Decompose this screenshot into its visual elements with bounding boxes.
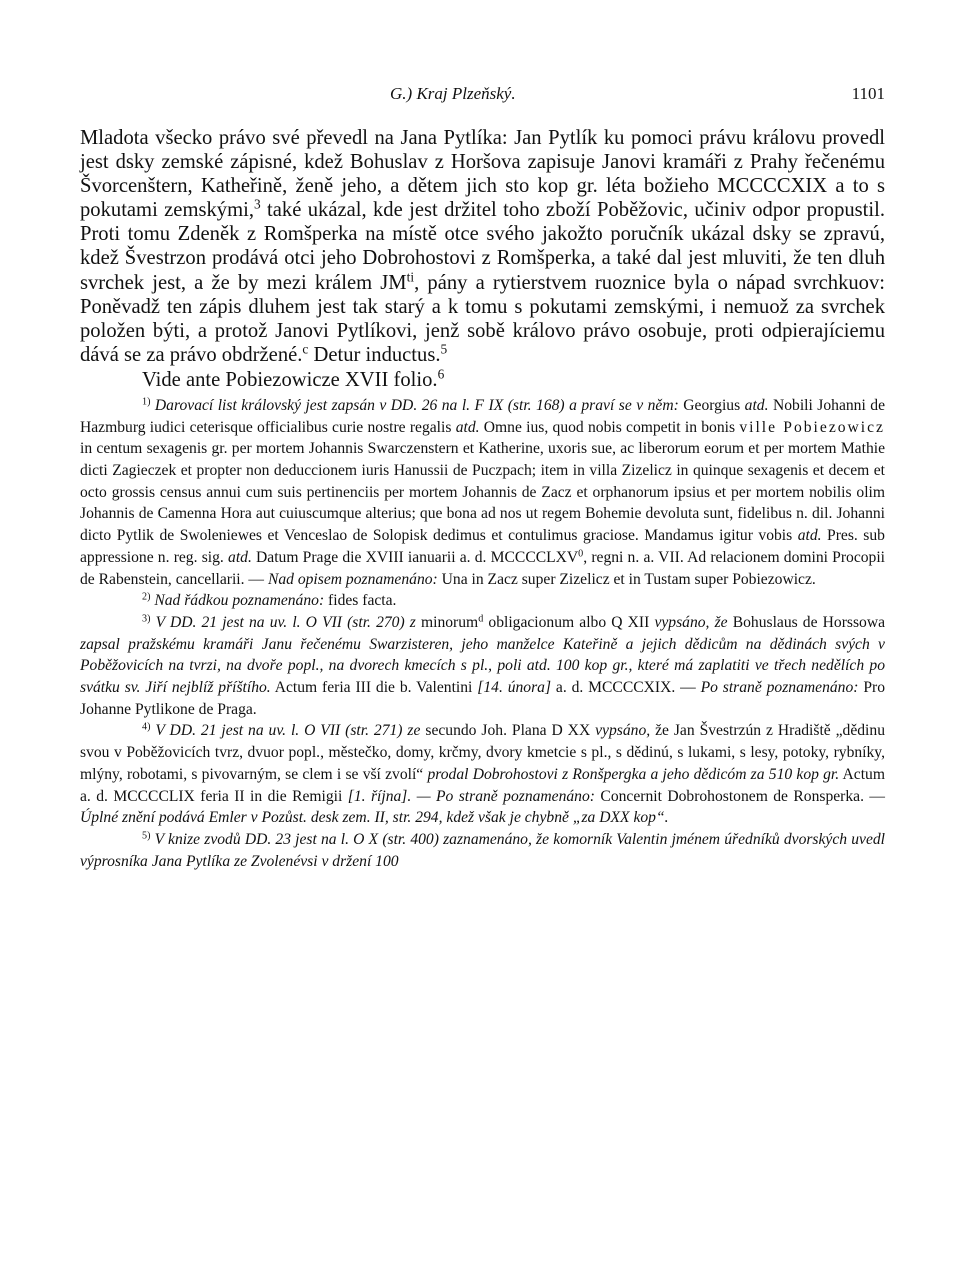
footnote-text: [1. října]. — Po straně poznamenáno: xyxy=(347,787,595,805)
footnote-ref-3: 3 xyxy=(253,196,261,212)
main-text-part-3: , pány a rytierstvem ruoznice byla o nápad svrchkuov: Poněvadž ten zápis dluhem jest tak starý a k tomu s pokutami zemskými, i nemuož za svrchek položen býti, a protož Janovi Pytlíkovi, jenž sobě královo právo osobuje, proti odpierajíciemu dává se za právo obdržené. xyxy=(80,271,885,366)
footnote-text: V DD. 21 jest na uv. l. O VII (str. 271) ze xyxy=(155,722,421,740)
footnote-text: fides facta. xyxy=(328,592,397,610)
main-paragraph xyxy=(80,126,885,367)
superscript-ti: ti xyxy=(406,269,415,285)
footnote-text: Georgius xyxy=(683,396,741,414)
footnote-text: V DD. 21 jest na uv. l. O VII (str. 270) z xyxy=(155,613,416,631)
variant-ref-d: d xyxy=(478,613,484,625)
footnote-text: vypsáno, že xyxy=(654,613,728,631)
footnote-text: vypsáno, xyxy=(595,722,651,740)
footnote-text: , regni n. a. VII. Ad relacionem domini Procopii de Rabenstein, cancellarii. — xyxy=(80,548,885,588)
footnote-text: zapsal pražskému kramáři Janu řečenému xyxy=(80,635,361,653)
footnote-text-spaced: ville Pobiezowicz xyxy=(739,418,885,436)
footnote-text: Nobili Johanni de Hazmburg iudici ceterisque officialibus curie nostre regalis xyxy=(80,396,885,436)
footnote-1 xyxy=(80,395,885,590)
footnote-text: Pro Johanne Pytlikone de Praga. xyxy=(80,679,885,718)
footnote-mark: 5) xyxy=(142,830,151,842)
footnote-text: minorum xyxy=(421,613,479,631)
footnote-text: Nad řádkou poznamenáno: xyxy=(154,592,325,610)
page xyxy=(80,84,885,872)
footnote-ref-6: 6 xyxy=(437,366,445,382)
footnote-text: atd. xyxy=(797,527,822,545)
footnote-text: V knize zvodů DD. 23 jest na l. O X (str. 400) zaznamenáno, že komorník Valentin jménem úředníků dvorských uvedl výprosníka Jana Pytlíka ze Zvolenévsi v držení 100 xyxy=(80,831,886,870)
footnote-text: prodal Dobrohostovi z Ronšpergka a jeho dědicóm za 510 kop gr. xyxy=(427,765,840,783)
footnote-mark: 2) xyxy=(142,591,151,603)
footnote-text: Darovací list královský jest zapsán v DD. 26 na l. F IX (str. 168) a praví se v něm: xyxy=(154,396,679,414)
footnote-text: že Jan Švestrzún z Hradiště „dědinu svou v Poběžovicích tvrz, dvuor popl., městečko, domy, krčmy, dvory kmetcie s pl., s dědinú, s lukami, s lesy, potoky, rybníky, mlýny, robotami, s pivovarným, se clem i se vší zvolí“ xyxy=(80,722,885,783)
footnote-5 xyxy=(80,829,885,872)
footnote-text: Po straně poznamenáno: xyxy=(700,679,859,697)
main-text-part-1: Mladota všecko právo své převedl na Jana Pytlíka: Jan Pytlík ku pomoci právu královu provedl jest dsky zemské zápisné, kdež Bohuslav z Horšova zapisuje Janovi kramáři z Prahy řečenému Švorcenštern, Katheřině, ženě jeho, a dětem jich sto kop gr. léta božieho MCCCCXIX a to s pokutami zemskými, xyxy=(80,127,885,222)
main-text-part-2: také ukázal, kde jest držitel toho zboží Poběžovic, učiniv odpor propustil. Proti tomu Zdeněk z Romšperka na místě otce svého jakožto poručník ukázal dsky se zpravú, kdež Švestrzon prodává otci jeho Dobrohostovi z Romšperka, a také dal jest mluviti, že ten dluh svrchek jest, a že by mezi králem JM xyxy=(80,199,885,294)
footnote-text: obligacionum albo Q XII xyxy=(488,613,650,631)
running-title: G.) Kraj Plzeňský. xyxy=(390,84,516,103)
footnote-text: atd. xyxy=(228,548,252,566)
superscript-o: 0 xyxy=(578,548,584,560)
footnote-text: Swarzisteren, jeho manželce Kateřině a jejich dědicům na dědinách svých v Poběžovicích na tvrzi, na dvoře popl., na dvorech kmecích s pl., poli atd. 100 kop gr., které má zaplatiti ve třech nedělích po svátku sv. Jiří nejblíž příštího. xyxy=(80,635,885,697)
footnote-text: atd. xyxy=(455,418,480,436)
footnote-text: Nad opisem poznamenáno: xyxy=(267,570,438,588)
footnote-mark: 1) xyxy=(142,396,151,408)
footnote-text: Actum a. d. MCCCCLIX feria II in die Remigii xyxy=(80,765,885,805)
main-text-part-4: Detur inductus. xyxy=(313,343,441,366)
footnote-text: Bohuslaus de Horssowa xyxy=(732,613,886,631)
footnote-text: Una in Zacz super Zizelicz et in Tustam super Pobiezowicz. xyxy=(441,570,816,588)
vide-line xyxy=(142,367,885,393)
footnotes xyxy=(80,395,885,872)
footnote-text: atd. xyxy=(744,396,769,414)
footnote-4 xyxy=(80,720,885,829)
variant-ref-c: c xyxy=(302,341,309,357)
footnote-mark: 4) xyxy=(142,721,151,733)
footnote-2 xyxy=(80,590,885,612)
footnote-text: Datum Prage die XVIII ianuarii a. d. MCCCCLXV xyxy=(256,548,579,566)
footnote-3 xyxy=(80,612,885,721)
footnote-ref-5: 5 xyxy=(440,341,448,357)
footnote-text: Úplné znění podává Emler v Pozůst. desk zem. II, str. 294, kdež však je chybně „za DXX kop“. xyxy=(80,809,669,827)
page-number: 1101 xyxy=(851,84,885,103)
footnote-text: Omne ius, quod nobis competit in bonis xyxy=(483,418,736,436)
footnote-mark: 3) xyxy=(142,613,151,625)
footnote-text: Pres. sub appressione n. reg. sig. xyxy=(80,527,885,566)
footnote-text: Concernit Dobrohostonem de Ronsperka. — xyxy=(600,787,886,805)
footnote-text: secundo Joh. Plana D XX xyxy=(425,722,591,740)
vide-text: Vide ante Pobiezowicze XVII folio. xyxy=(142,368,438,391)
main-text xyxy=(80,126,885,367)
footnote-text: in centum sexagenis gr. per mortem Johannis Swarczenstern et Katherine, uxoris sue, ac liberorum eorum et per mortem Mathie dicti Zagieczek et propter non deduccionem iuris Hanussii de Puczpach; item in villa Zizelicz in quinque sexagenis et decem et octo grossis census annui cum suis pertinenciis per mortem Johannis de Zacz et orphanorum ipsius et per mortem nobilis olim Johannis de Camenna Hora aut cuiuscumque alterius; que bona ad nos ut regem Bohemie devoluta sunt, fidelibus n. dil. Johanni dicto Pytlik de Swoleniewes et Venceslao de Solopisk dedimus et contulimus graciose. Mandamus igitur vobis xyxy=(80,440,885,545)
footnote-text: [14. února] xyxy=(477,679,552,697)
page-header xyxy=(80,84,885,114)
footnote-text: Actum feria III die b. Valentini xyxy=(274,679,473,697)
footnote-text: a. d. MCCCCXIX. — xyxy=(555,679,696,697)
